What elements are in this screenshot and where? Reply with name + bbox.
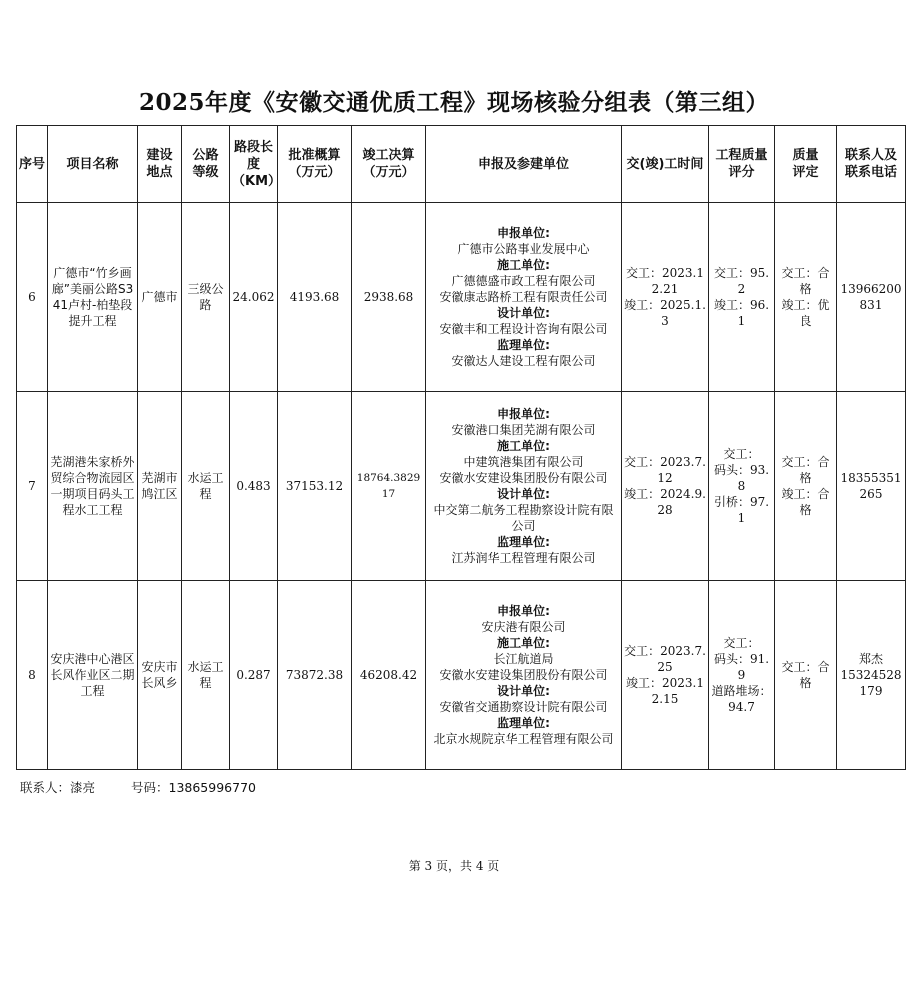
- cell-length: 0.483: [230, 392, 278, 581]
- cell-project-name: 安庆港中心港区长风作业区二期工程: [48, 581, 138, 770]
- cell-time: 交工：2023.7.25 竣工：2023.12.15: [622, 581, 709, 770]
- cell-seq: 8: [17, 581, 48, 770]
- cell-time: 交工：2023.7.12 竣工：2024.9.28: [622, 392, 709, 581]
- unit-name: 安徽水安建设集团股份有限公司: [439, 668, 608, 682]
- cell-length: 24.062: [230, 203, 278, 392]
- unit-name: 广德德盛市政工程有限公司: [451, 274, 596, 288]
- cell-quality-eval: 交工：合格 竣工：合格: [775, 392, 837, 581]
- cell-final: 18764.382917: [352, 392, 426, 581]
- units-label: 申报单位:: [497, 604, 550, 618]
- cell-units: [426, 392, 622, 581]
- units-label: 施工单位:: [497, 636, 550, 650]
- cell-quality-score: 交工： 码头：91.9 道路堆场： 94.7: [709, 581, 775, 770]
- cell-location: 芜湖市鸠江区: [138, 392, 182, 581]
- cell-seq: 6: [17, 203, 48, 392]
- table-header-row: [17, 126, 906, 203]
- units-label: 设计单位:: [497, 306, 550, 320]
- unit-name: 广德市公路事业发展中心: [457, 242, 590, 256]
- unit-name: 安徽丰和工程设计咨询有限公司: [439, 322, 608, 336]
- units-label: 设计单位:: [497, 684, 550, 698]
- header-seq: 序号: [17, 126, 48, 203]
- page-title: 2025年度《安徽交通优质工程》现场核验分组表（第三组）: [138, 89, 769, 116]
- cell-grade: 三级公路: [182, 203, 230, 392]
- unit-name: 安徽省交通勘察设计院有限公司: [439, 700, 608, 714]
- cell-quality-score: 交工： 码头：93.8 引桥：97.1: [709, 392, 775, 581]
- cell-contact: 郑杰 15324528179: [837, 581, 906, 770]
- cell-length: 0.287: [230, 581, 278, 770]
- verification-table: [16, 125, 906, 770]
- cell-time: 交工：2023.12.21 竣工：2025.1.3: [622, 203, 709, 392]
- cell-quality-eval: 交工：合格: [775, 581, 837, 770]
- unit-name: 安庆港有限公司: [481, 620, 566, 634]
- units-label: 申报单位:: [497, 407, 550, 421]
- header-name: 项目名称: [48, 126, 138, 203]
- unit-name: 中建筑港集团有限公司: [463, 455, 584, 469]
- header-units: 申报及参建单位: [426, 126, 622, 203]
- unit-name: 安徽水安建设集团股份有限公司: [439, 471, 608, 485]
- header-quality-eval: 质量 评定: [775, 126, 837, 203]
- cell-contact: 13966200831: [837, 203, 906, 392]
- table-row: [17, 203, 906, 392]
- header-approved: 批准概算 （万元）: [278, 126, 352, 203]
- header-length: 路段长 度 （KM）: [230, 126, 278, 203]
- unit-name: 江苏润华工程管理有限公司: [451, 551, 596, 565]
- contact-person: 联系人：漆亮: [20, 780, 96, 795]
- header-time: 交(竣)工时间: [622, 126, 709, 203]
- cell-final: 46208.42: [352, 581, 426, 770]
- cell-location: 安庆市长风乡: [138, 581, 182, 770]
- cell-approved: 73872.38: [278, 581, 352, 770]
- cell-quality-score: 交工：95.2 竣工：96.1: [709, 203, 775, 392]
- cell-seq: 7: [17, 392, 48, 581]
- header-location: 建设 地点: [138, 126, 182, 203]
- cell-units: [426, 581, 622, 770]
- unit-name: 长江航道局: [493, 652, 554, 666]
- header-final: 竣工决算 （万元）: [352, 126, 426, 203]
- unit-name: 安徽达人建设工程有限公司: [451, 354, 596, 368]
- contact-phone: 号码：13865996770: [131, 780, 256, 795]
- table-row: [17, 581, 906, 770]
- header-contact: 联系人及 联系电话: [837, 126, 906, 203]
- units-label: 施工单位:: [497, 439, 550, 453]
- units-label: 监理单位:: [497, 716, 550, 730]
- cell-approved: 37153.12: [278, 392, 352, 581]
- cell-grade: 水运工程: [182, 392, 230, 581]
- units-label: 设计单位:: [497, 487, 550, 501]
- cell-grade: 水运工程: [182, 581, 230, 770]
- unit-name: 中交第二航务工程勘察设计院有限公司: [433, 503, 614, 533]
- unit-name: 北京水规院京华工程管理有限公司: [433, 732, 614, 746]
- units-label: 申报单位:: [497, 226, 550, 240]
- page-number: 第 3 页，共 4 页: [408, 859, 500, 873]
- cell-quality-eval: 交工：合格 竣工：优良: [775, 203, 837, 392]
- units-label: 施工单位:: [497, 258, 550, 272]
- cell-final: 2938.68: [352, 203, 426, 392]
- cell-units: [426, 203, 622, 392]
- cell-project-name: 芜湖港朱家桥外贸综合物流园区一期项目码头工程水工工程: [48, 392, 138, 581]
- unit-name: 安徽港口集团芜湖有限公司: [451, 423, 596, 437]
- unit-name: 安徽康志路桥工程有限责任公司: [439, 290, 608, 304]
- cell-approved: 4193.68: [278, 203, 352, 392]
- table-row: [17, 392, 906, 581]
- header-grade: 公路 等级: [182, 126, 230, 203]
- cell-project-name: 广德市“竹乡画廊”美丽公路S341卢村-柏垫段提升工程: [48, 203, 138, 392]
- footer-contact: [20, 778, 260, 796]
- units-label: 监理单位:: [497, 338, 550, 352]
- header-quality-score: 工程质量 评分: [709, 126, 775, 203]
- units-label: 监理单位:: [497, 535, 550, 549]
- cell-location: 广德市: [138, 203, 182, 392]
- cell-contact: 18355351265: [837, 392, 906, 581]
